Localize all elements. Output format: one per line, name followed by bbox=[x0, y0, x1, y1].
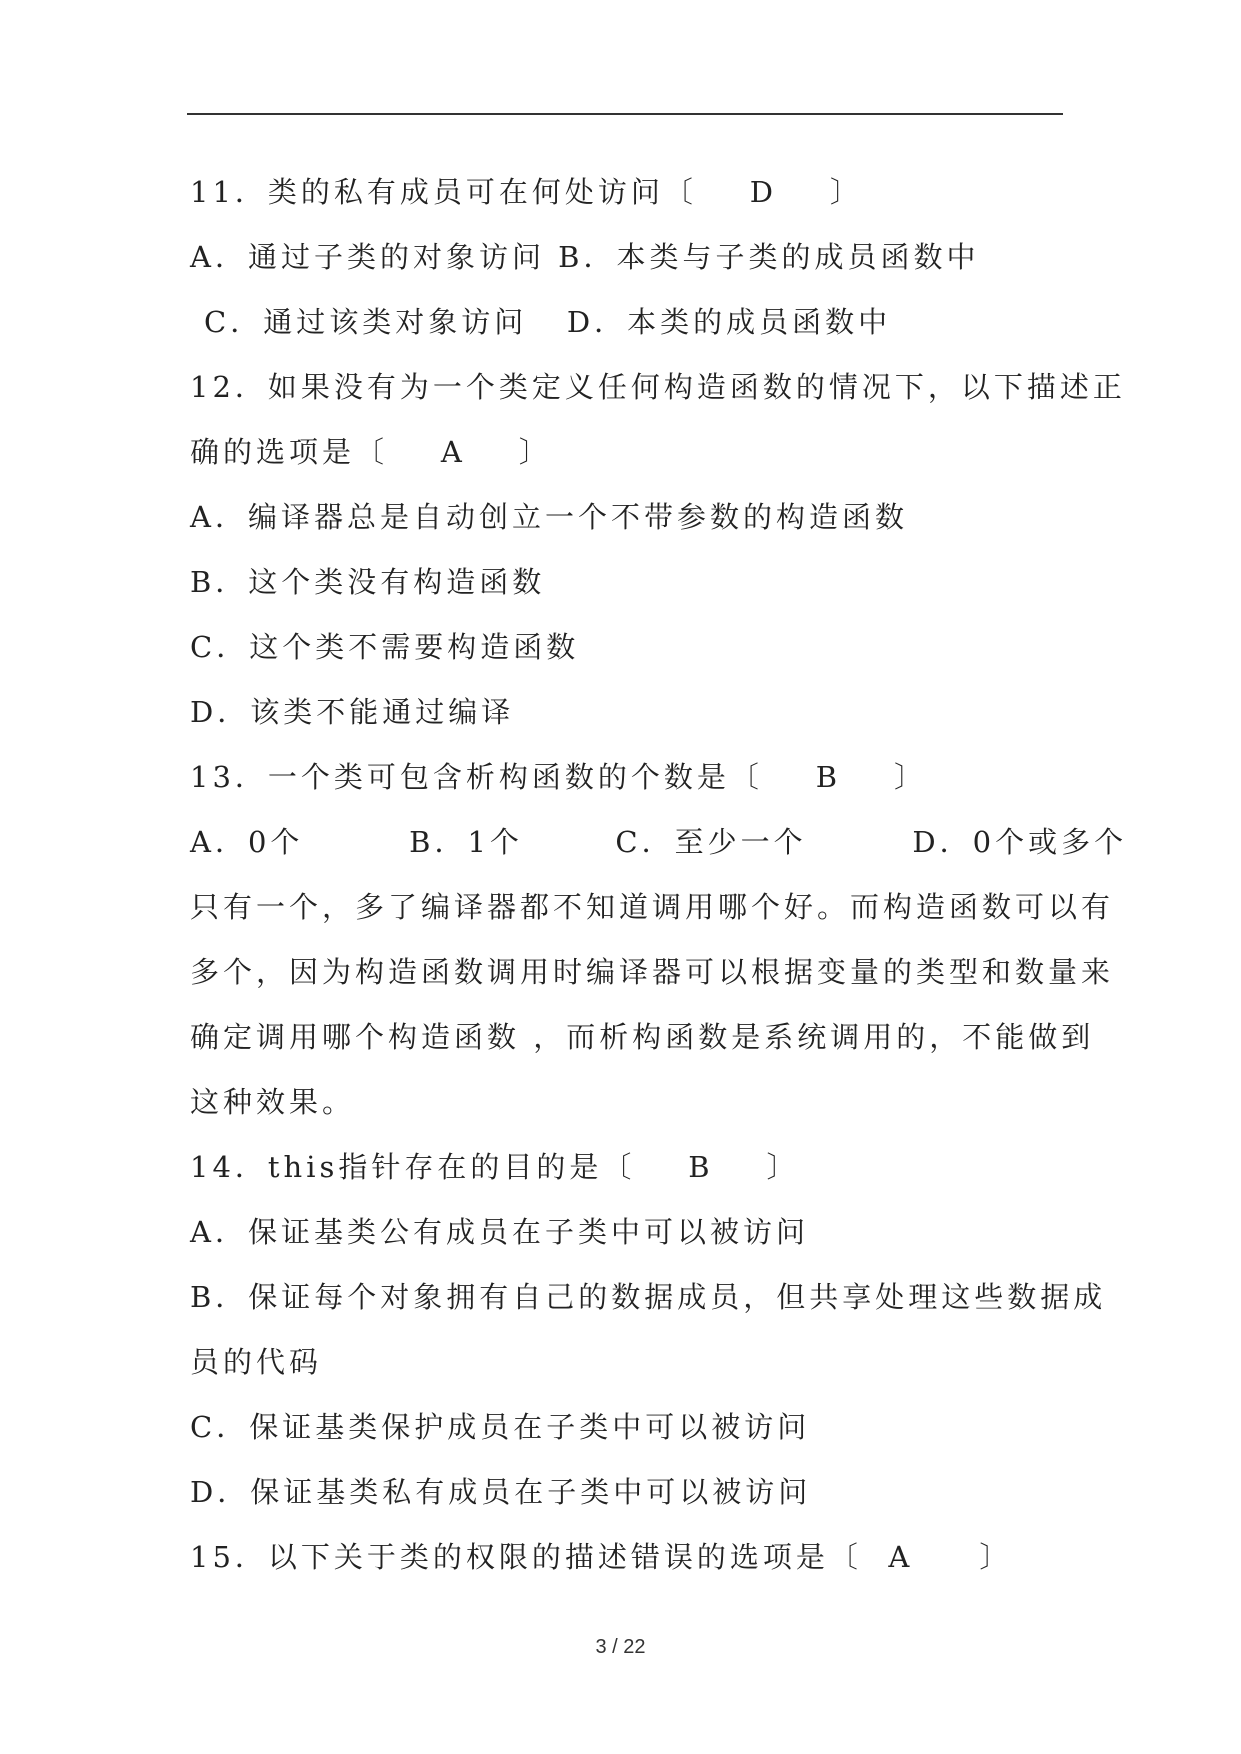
text-line: A．保证基类公有成员在子类中可以被访问 bbox=[190, 1215, 809, 1249]
text-line: 员的代码 bbox=[190, 1345, 323, 1379]
text-line: 确定调用哪个构造函数 ，而析构函数是系统调用的，不能做到 bbox=[190, 1020, 1095, 1054]
text-line: A．0个 B．1个 C．至少一个 D．0个或多个 bbox=[190, 825, 1128, 859]
text-line: B．保证每个对象拥有自己的数据成员，但共享处理这些数据成 bbox=[190, 1280, 1107, 1314]
text-line: 11．类的私有成员可在何处访问〔 D 〕 bbox=[190, 175, 863, 209]
text-line: 12．如果没有为一个类定义任何构造函数的情况下，以下描述正 bbox=[190, 370, 1126, 404]
text-line: C．这个类不需要构造函数 bbox=[190, 630, 580, 664]
text-line: A．通过子类的对象访问 B．本类与子类的成员函数中 bbox=[190, 240, 980, 274]
document-body bbox=[190, 160, 1128, 1590]
header-rule bbox=[187, 113, 1063, 115]
text-line: 这种效果。 bbox=[190, 1085, 356, 1119]
text-line: 13．一个类可包含析构函数的个数是〔 B 〕 bbox=[190, 760, 927, 794]
text-line: 15．以下关于类的权限的描述错误的选项是〔 A 〕 bbox=[190, 1540, 1013, 1574]
text-line: D．保证基类私有成员在子类中可以被访问 bbox=[190, 1475, 812, 1509]
page-number: 3 / 22 bbox=[595, 1636, 646, 1658]
text-line: C．保证基类保护成员在子类中可以被访问 bbox=[190, 1410, 811, 1444]
text-line: 多个，因为构造函数调用时编译器可以根据变量的类型和数量来 bbox=[190, 955, 1115, 989]
text-line: 只有一个，多了编译器都不知道调用哪个好。而构造函数可以有 bbox=[190, 890, 1115, 924]
text-line: C．通过该类对象访问 D．本类的成员函数中 bbox=[204, 305, 892, 339]
text-line: A．编译器总是自动创立一个不带参数的构造函数 bbox=[190, 500, 908, 534]
text-line: B．这个类没有构造函数 bbox=[190, 565, 546, 599]
text-line: 确的选项是〔 A 〕 bbox=[190, 435, 552, 469]
text-line: D．该类不能通过编译 bbox=[190, 695, 515, 729]
text-line: 14．this指针存在的目的是〔 B 〕 bbox=[190, 1150, 800, 1184]
